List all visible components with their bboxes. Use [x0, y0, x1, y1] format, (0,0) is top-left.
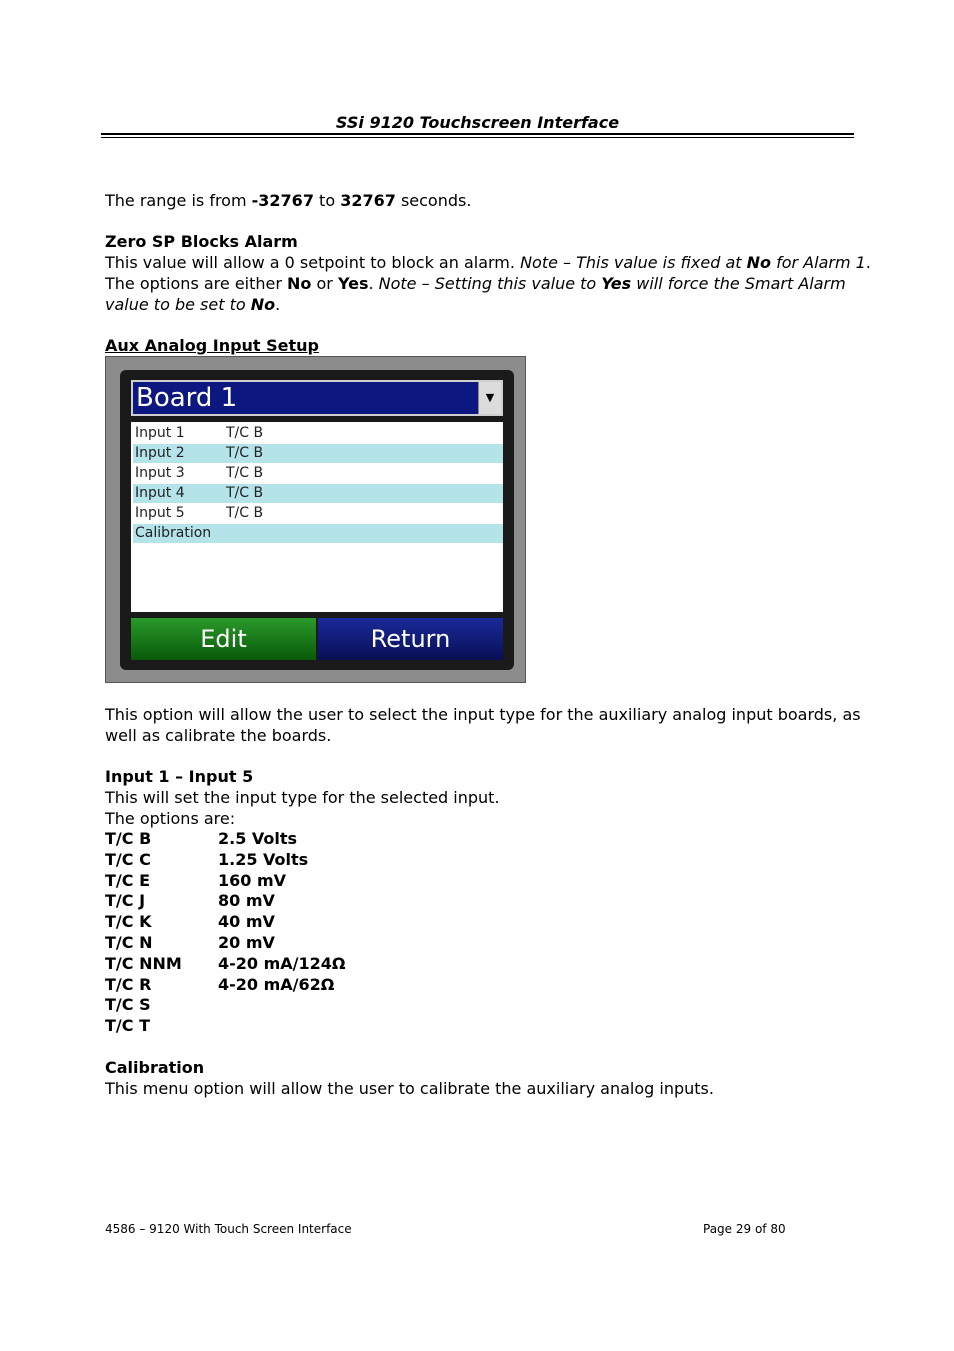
board-dropdown-label: Board 1 — [136, 383, 238, 413]
option-tc: T/C T — [105, 1016, 150, 1035]
option-voltage: 2.5 Volts — [218, 829, 298, 848]
footer-page-number: Page 29 of 80 — [703, 1222, 786, 1236]
header-rule-thin — [101, 137, 854, 138]
aux-analog-screenshot — [105, 356, 526, 683]
option-tc: T/C C — [105, 850, 151, 869]
option-voltage: 40 mV — [218, 912, 275, 931]
option-voltage: 1.25 Volts — [218, 850, 309, 869]
chevron-down-icon[interactable]: ▼ — [478, 382, 501, 414]
option-tc: T/C R — [105, 975, 152, 994]
header-rule — [101, 133, 854, 135]
range-pre: The range is from — [105, 191, 252, 210]
option-voltage: 80 mV — [218, 891, 275, 910]
option-tc: T/C NNM — [105, 954, 182, 973]
input-list — [131, 422, 503, 612]
inputs-heading: Input 1 – Input 5 — [105, 767, 254, 786]
inputs-line-1: This will set the input type for the selected input. — [105, 788, 500, 807]
option-tc: T/C B — [105, 829, 152, 848]
zero-sp-line-3: value to be set to No. — [105, 295, 281, 314]
list-item[interactable]: Calibration — [133, 524, 503, 543]
inputs-line-2: The options are: — [105, 809, 236, 828]
aux-heading: Aux Analog Input Setup — [105, 336, 320, 355]
range-paragraph — [105, 190, 471, 211]
range-min: -32767 — [251, 191, 314, 210]
option-tc: T/C E — [105, 871, 150, 890]
board-dropdown[interactable] — [131, 380, 503, 416]
return-button[interactable]: Return — [318, 618, 503, 660]
range-mid: to — [313, 191, 341, 210]
zero-sp-line-2: The options are either No or Yes. Note – Setting this value to Yes will force the Smart Alarm — [105, 274, 846, 293]
edit-button[interactable]: Edit — [131, 618, 316, 660]
option-tc: T/C N — [105, 933, 153, 952]
option-voltage: 20 mV — [218, 933, 275, 952]
list-item[interactable]: Input 3 T/C B — [135, 465, 264, 481]
option-tc: T/C S — [105, 995, 151, 1014]
option-current: 4-20 mA/62Ω — [218, 975, 335, 994]
range-max: 32767 — [340, 191, 396, 210]
page-header-title: SSi 9120 Touchscreen Interface — [335, 113, 620, 132]
calibration-line-1: This menu option will allow the user to calibrate the auxiliary analog inputs. — [105, 1079, 714, 1098]
desc-line-1: This option will allow the user to select the input type for the auxiliary analog input boards, as — [105, 705, 861, 724]
option-tc: T/C K — [105, 912, 152, 931]
option-voltage: 160 mV — [218, 871, 287, 890]
list-item[interactable]: Input 4 T/C B — [133, 484, 503, 503]
zero-sp-line-1: This value will allow a 0 setpoint to block an alarm. Note – This value is fixed at No for Alarm 1. — [105, 253, 871, 272]
zero-sp-heading: Zero SP Blocks Alarm — [105, 232, 298, 251]
option-tc: T/C J — [105, 891, 146, 910]
list-item[interactable]: Input 1 T/C B — [135, 425, 264, 441]
list-item[interactable]: Input 2 T/C B — [133, 444, 503, 463]
desc-line-2: well as calibrate the boards. — [105, 726, 332, 745]
footer-left: 4586 – 9120 With Touch Screen Interface — [105, 1222, 352, 1236]
option-current: 4-20 mA/124Ω — [218, 954, 346, 973]
list-item[interactable]: Input 5 T/C B — [135, 505, 264, 521]
calibration-heading: Calibration — [105, 1058, 205, 1077]
screen-frame — [120, 370, 514, 670]
range-post: seconds. — [395, 191, 472, 210]
